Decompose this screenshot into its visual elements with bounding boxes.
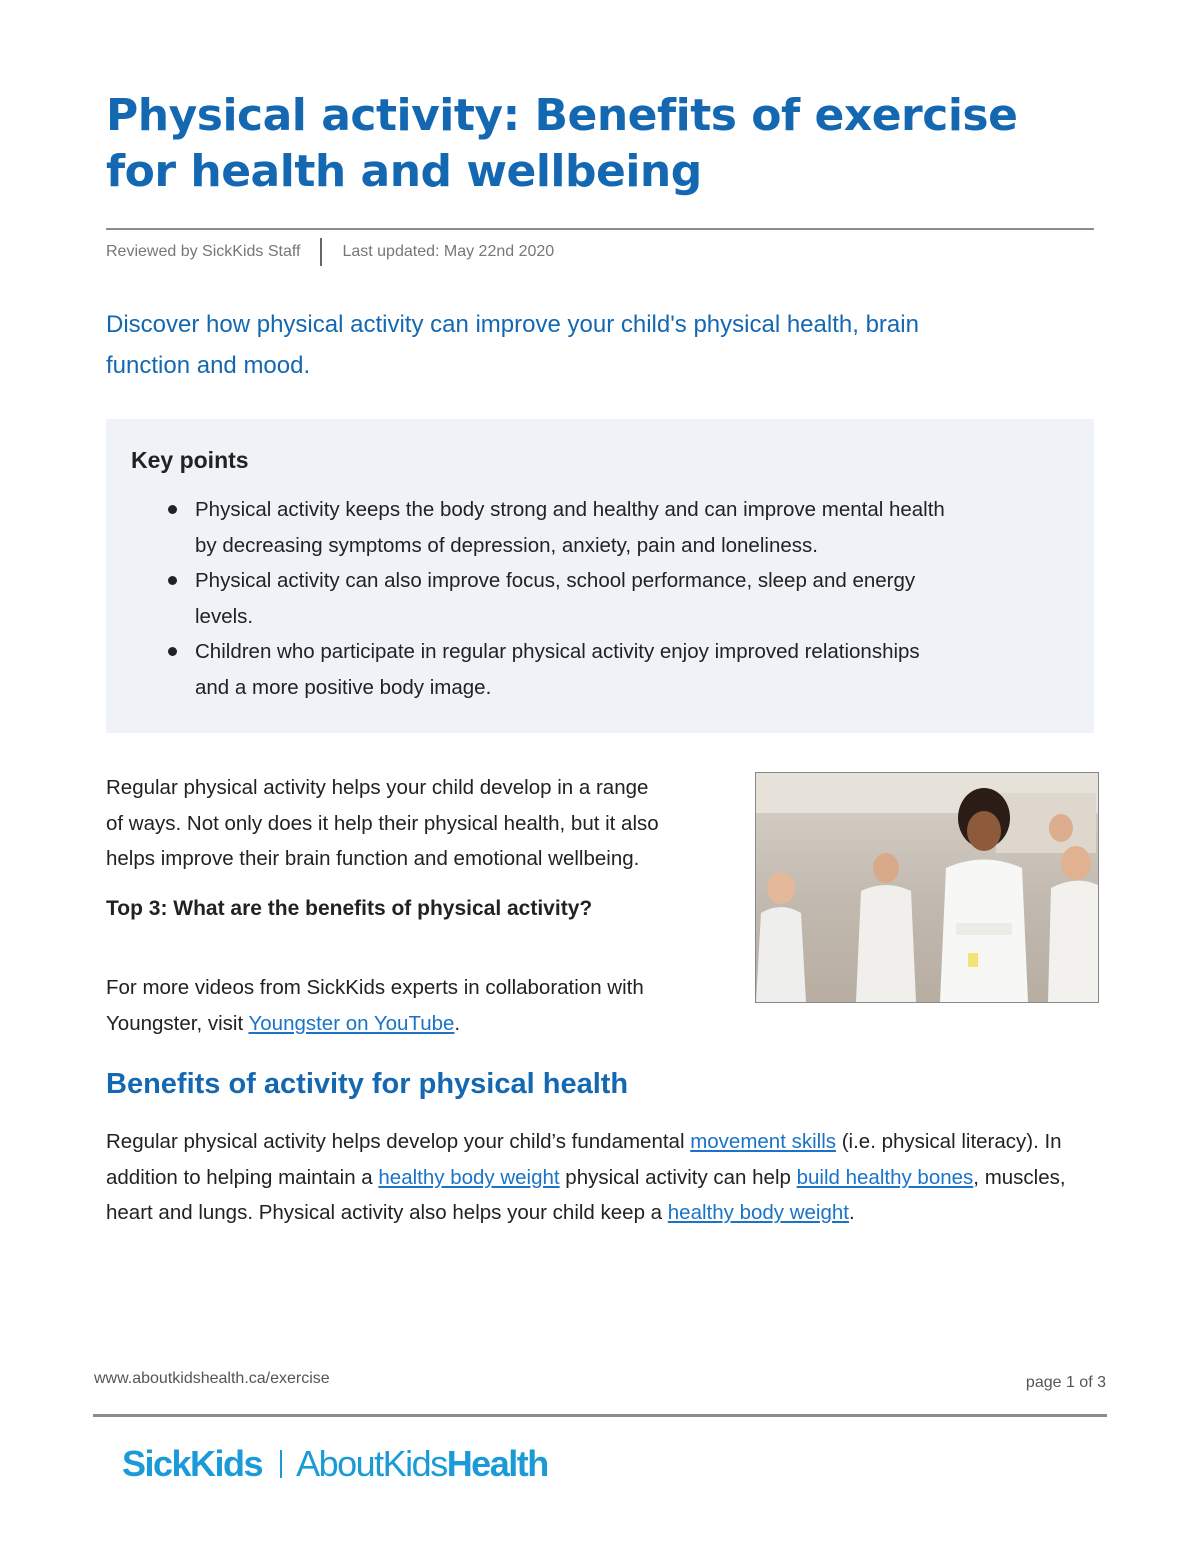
footer-divider — [93, 1414, 1107, 1417]
karate-kids-photo — [755, 772, 1099, 1003]
video-subheading: Top 3: What are the benefits of physical activity? — [106, 897, 593, 920]
page-title — [106, 88, 1106, 200]
aboutkids-logo-text: AboutKids — [296, 1443, 447, 1484]
bullet-icon — [168, 576, 177, 585]
sickkids-logo-text: SickKids — [122, 1443, 263, 1484]
page-title-line-1: Physical activity: Benefits of exercise — [106, 90, 1018, 141]
reviewed-by: Reviewed by SickKids Staff — [106, 243, 301, 260]
logo-separator — [280, 1450, 282, 1478]
key-points-list — [168, 492, 1048, 705]
key-point-item: Physical activity keeps the body strong and healthy and can improve mental health by decreasing symptoms of depression, anxiety, pain and loneliness. — [168, 492, 1048, 563]
meta-separator — [320, 238, 322, 266]
bullet-icon — [168, 505, 177, 514]
key-points-heading: Key points — [131, 447, 249, 473]
footer-url: www.aboutkidshealth.ca/exercise — [94, 1370, 330, 1387]
build-healthy-bones-link[interactable]: build healthy bones — [796, 1165, 974, 1189]
intro-line-1: Discover how physical activity can improve your child's physical health, brain — [106, 311, 919, 338]
bullet-icon — [168, 647, 177, 656]
page-number: page 1 of 3 — [1025, 1374, 1106, 1391]
key-points-box — [106, 419, 1094, 733]
intro-text — [106, 304, 1096, 386]
section-heading: Benefits of activity for physical health — [106, 1068, 629, 1100]
youtube-paragraph: For more videos from SickKids experts in collaboration with Youngster, visit Youngster on YouTube. — [106, 976, 644, 1035]
healthy-body-weight-link[interactable]: healthy body weight — [378, 1165, 560, 1189]
healthy-body-weight-link-2[interactable]: healthy body weight — [667, 1201, 849, 1224]
key-point-item: Physical activity can also improve focus, school performance, sleep and energy levels. — [168, 563, 1048, 634]
youngster-youtube-link[interactable]: Youngster on YouTube — [248, 1011, 455, 1035]
movement-skills-link[interactable]: movement skills — [690, 1130, 837, 1153]
key-point-item: Children who participate in regular physical activity enjoy improved relationships and a more positive body image. — [168, 634, 1048, 705]
health-logo-text: Health — [446, 1443, 548, 1484]
title-divider — [106, 228, 1094, 230]
last-updated: Last updated: May 22nd 2020 — [342, 243, 555, 260]
body-paragraph-1: Regular physical activity helps your child develop in a range of ways. Not only does it help their physical health, but it also helps improve their brain function and emotional wellbeing. — [106, 776, 659, 870]
physical-health-paragraph: Regular physical activity helps develop your child’s fundamental movement skills (i.e. physical literacy). In addition to helping maintain a healthy body weight physical activity can help build healthy bones, muscles, heart and lungs. Physical activity also helps your child keep a healthy body weight. — [106, 1130, 1066, 1224]
article-meta — [106, 240, 554, 264]
page-title-line-2: for health and wellbeing — [106, 146, 702, 197]
sickkids-aboutkidshealth-logo — [122, 1440, 548, 1488]
intro-line-2: function and mood. — [106, 352, 311, 379]
